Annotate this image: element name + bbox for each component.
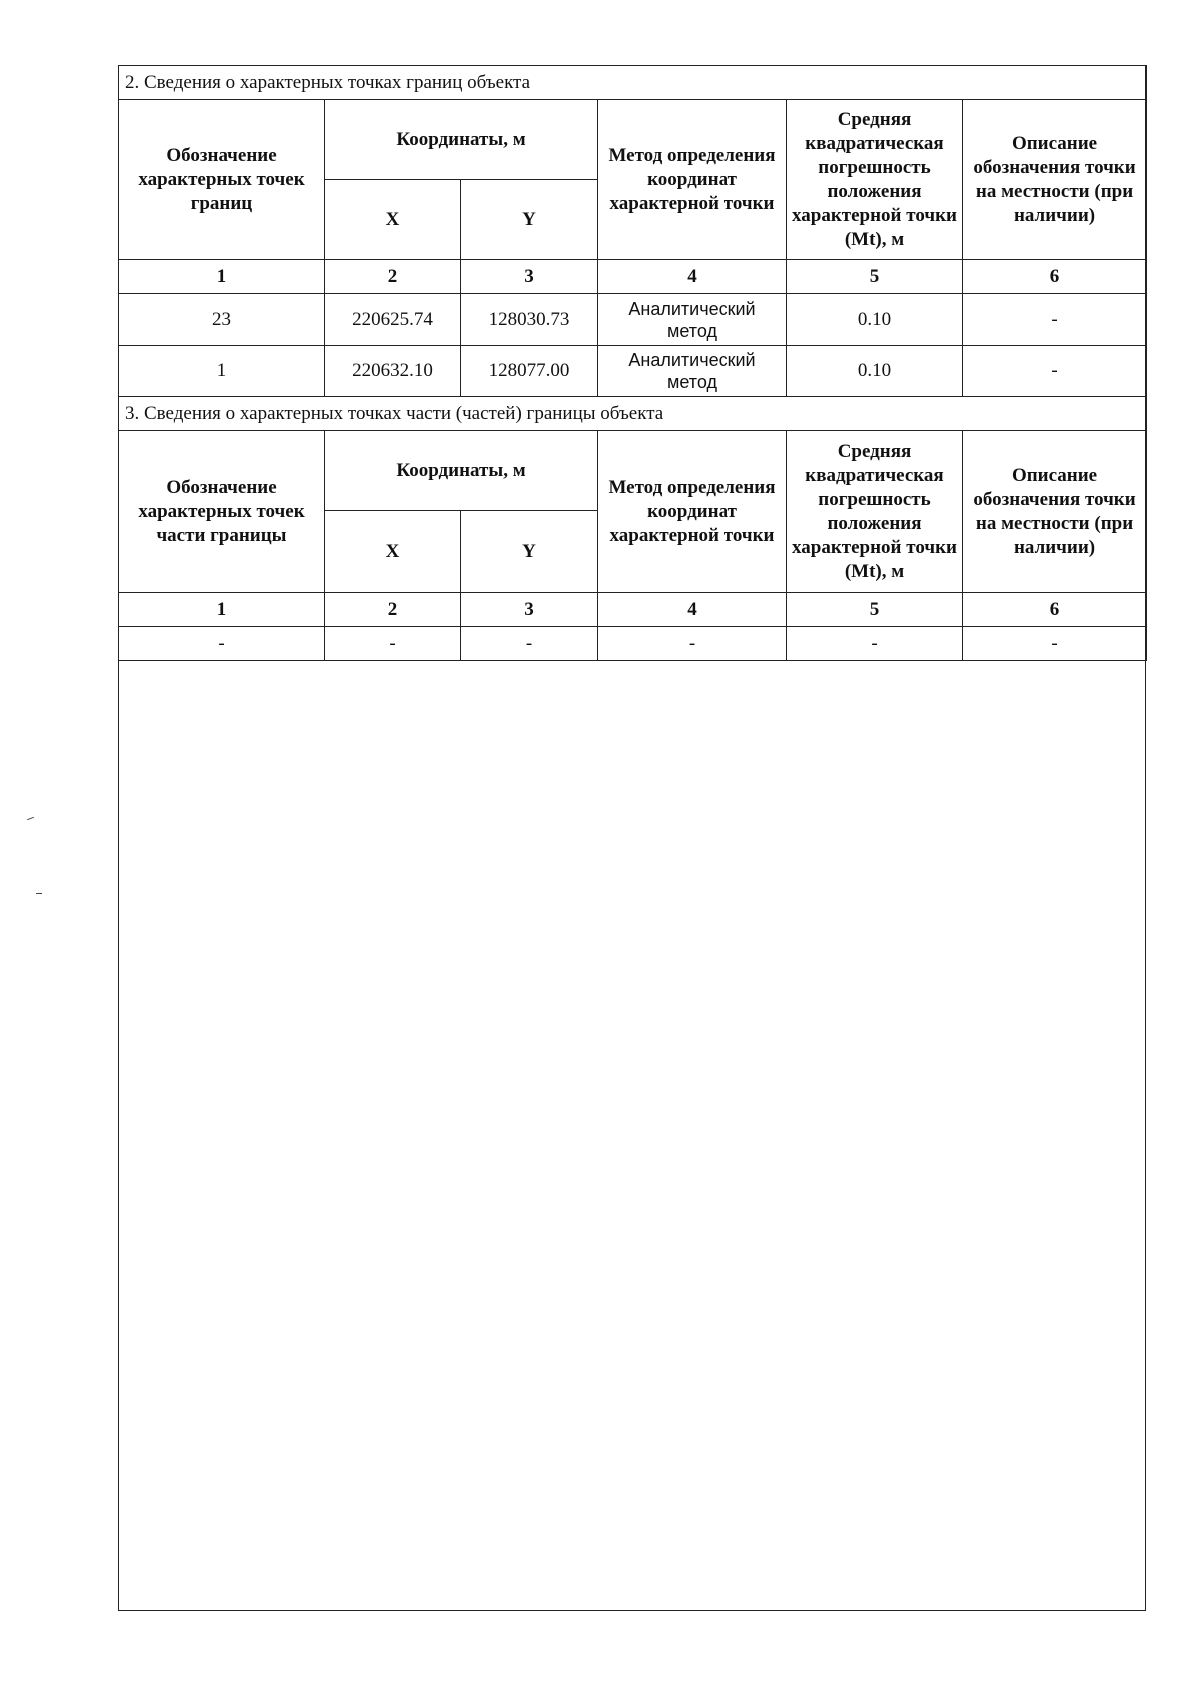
header-x: X xyxy=(325,511,461,593)
cell-method: - xyxy=(598,627,787,661)
boundary-points-table xyxy=(118,65,1147,397)
cell-y: 128077.00 xyxy=(461,346,598,397)
cell-x: 220632.10 xyxy=(325,346,461,397)
header-description: Описание обозначения точки на местности (при наличии) xyxy=(963,431,1147,593)
section-title: 3. Сведения о характерных точках части (частей) границы объекта xyxy=(119,397,1147,431)
table-row xyxy=(119,627,1147,661)
cell-error: 0.10 xyxy=(787,346,963,397)
header-coordinates: Координаты, м xyxy=(325,431,598,511)
header-method: Метод определения координат характерной точки xyxy=(598,100,787,260)
cell-point: - xyxy=(119,627,325,661)
cell-description: - xyxy=(963,346,1147,397)
column-number: 3 xyxy=(461,260,598,294)
cell-point: 23 xyxy=(119,294,325,346)
column-number: 5 xyxy=(787,593,963,627)
header-designation: Обозначение характерных точек части границы xyxy=(119,431,325,593)
boundary-part-points-table xyxy=(118,396,1147,661)
column-number: 1 xyxy=(119,260,325,294)
cell-x: 220625.74 xyxy=(325,294,461,346)
column-number: 4 xyxy=(598,593,787,627)
column-number: 3 xyxy=(461,593,598,627)
column-number: 6 xyxy=(963,593,1147,627)
header-x: X xyxy=(325,180,461,260)
header-error: Средняя квадратическая погрешность положения характерной точки (Mt), м xyxy=(787,431,963,593)
header-description: Описание обозначения точки на местности (при наличии) xyxy=(963,100,1147,260)
header-y: Y xyxy=(461,511,598,593)
cell-method: Аналитический метод xyxy=(598,346,787,397)
column-number: 4 xyxy=(598,260,787,294)
section-title: 2. Сведения о характерных точках границ объекта xyxy=(119,66,1147,100)
cell-description: - xyxy=(963,294,1147,346)
cell-error: 0.10 xyxy=(787,294,963,346)
cell-description: - xyxy=(963,627,1147,661)
column-number: 2 xyxy=(325,593,461,627)
column-number: 5 xyxy=(787,260,963,294)
header-method: Метод определения координат характерной точки xyxy=(598,431,787,593)
cell-point: 1 xyxy=(119,346,325,397)
header-error: Средняя квадратическая погрешность положения характерной точки (Mt), м xyxy=(787,100,963,260)
header-y: Y xyxy=(461,180,598,260)
column-number: 1 xyxy=(119,593,325,627)
header-designation: Обозначение характерных точек границ xyxy=(119,100,325,260)
scan-artifact-mark xyxy=(36,893,42,894)
cell-method: Аналитический метод xyxy=(598,294,787,346)
column-number: 2 xyxy=(325,260,461,294)
scan-artifact-mark xyxy=(27,817,34,820)
header-coordinates: Координаты, м xyxy=(325,100,598,180)
cell-x: - xyxy=(325,627,461,661)
table-row xyxy=(119,294,1147,346)
cell-y: 128030.73 xyxy=(461,294,598,346)
cell-y: - xyxy=(461,627,598,661)
table-row xyxy=(119,346,1147,397)
column-number: 6 xyxy=(963,260,1147,294)
cell-error: - xyxy=(787,627,963,661)
